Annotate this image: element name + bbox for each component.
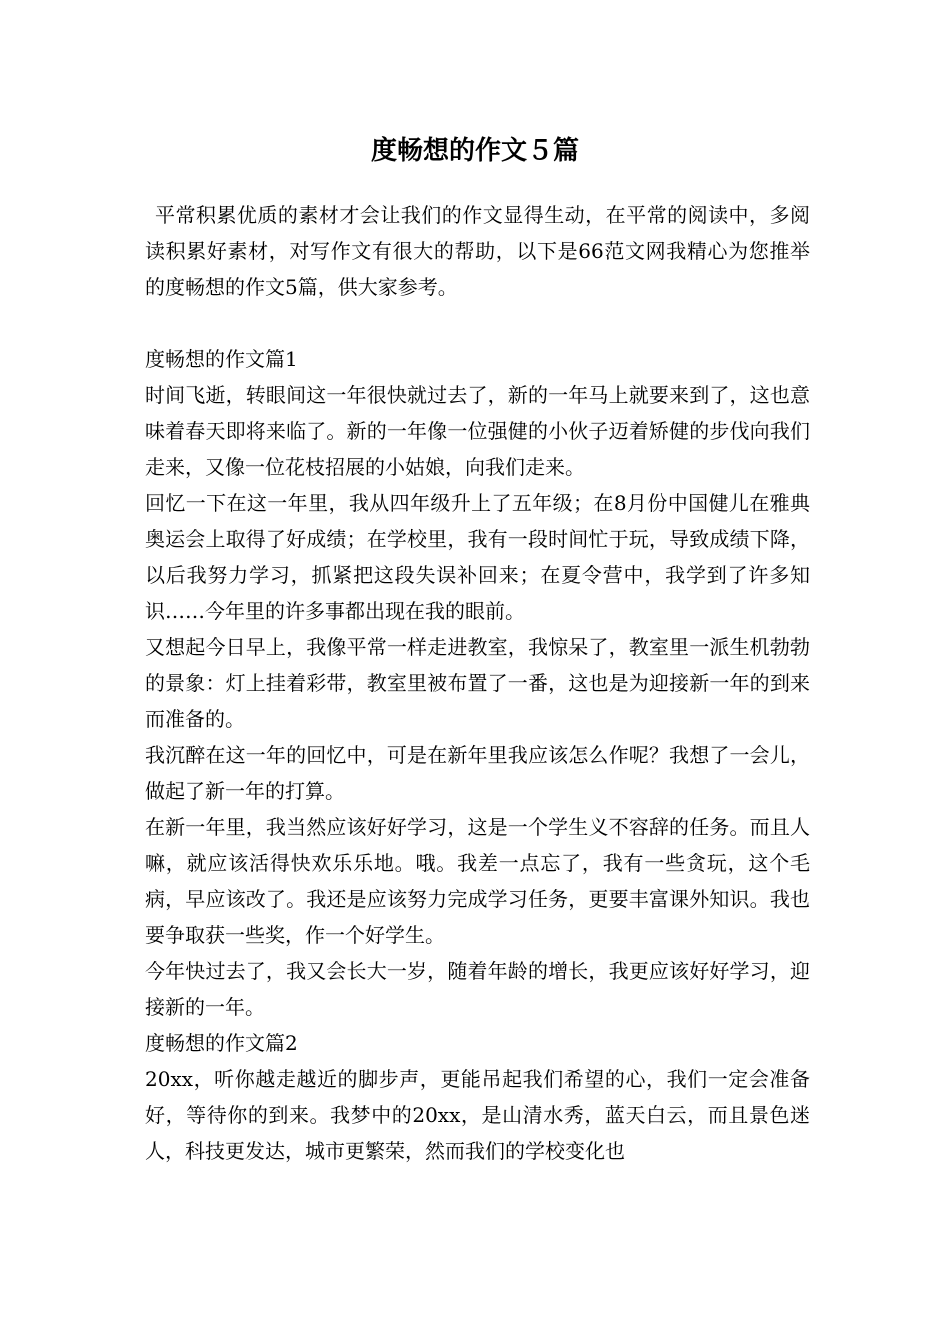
paragraph: 回忆一下在这一年里，我从四年级升上了五年级；在8月份中国健儿在雅典奥运会上取得了好成绩；在学校里，我有一段时间忙于玩，导致成绩下降，以后我努力学习，抓紧把这段失误补回来；在夏令营中，我学到了许多知识……今年里的许多事都出现在我的眼前。 xyxy=(145,491,810,623)
section-heading: 度畅想的作文篇1 xyxy=(145,347,298,371)
essay-section-1 xyxy=(145,341,810,1025)
blank-line xyxy=(145,305,810,341)
section-heading: 度畅想的作文篇2 xyxy=(145,1031,298,1055)
paragraph: 在新一年里，我当然应该好好学习，这是一个学生义不容辞的任务。而且人嘛，就应该活得快欢乐乐地。哦。我差一点忘了，我有一些贪玩，这个毛病，早应该改了。我还是应该努力完成学习任务，更要丰富课外知识。我也要争取获一些奖，作一个好学生。 xyxy=(145,815,810,947)
paragraph: 今年快过去了，我又会长大一岁，随着年龄的增长，我更应该好好学习，迎接新的一年。 xyxy=(145,959,810,1019)
document-body xyxy=(145,197,810,1169)
document-title: 度畅想的作文５篇 xyxy=(370,136,579,166)
paragraph: 20xx，听你越走越近的脚步声，更能吊起我们希望的心，我们一定会准备好，等待你的到来。我梦中的20xx，是山清水秀，蓝天白云，而且景色迷人，科技更发达，城市更繁荣，然而我们的学校变化也 xyxy=(145,1067,810,1163)
intro-paragraph: 平常积累优质的素材才会让我们的作文显得生动，在平常的阅读中，多阅读积累好素材，对写作文有很大的帮助，以下是66范文网我精心为您推举的度畅想的作文5篇，供大家参考。 xyxy=(145,203,810,299)
paragraph: 时间飞逝，转眼间这一年很快就过去了，新的一年马上就要来到了，这也意味着春天即将来临了。新的一年像一位强健的小伙子迈着矫健的步伐向我们走来，又像一位花枝招展的小姑娘，向我们走来。 xyxy=(145,383,810,479)
paragraph: 我沉醉在这一年的回忆中，可是在新年里我应该怎么作呢？我想了一会儿，做起了新一年的打算。 xyxy=(145,743,810,803)
paragraph: 又想起今日早上，我像平常一样走进教室，我惊呆了，教室里一派生机勃勃的景象：灯上挂着彩带，教室里被布置了一番，这也是为迎接新一年的到来而准备的。 xyxy=(145,635,810,731)
essay-section-2 xyxy=(145,1025,810,1169)
